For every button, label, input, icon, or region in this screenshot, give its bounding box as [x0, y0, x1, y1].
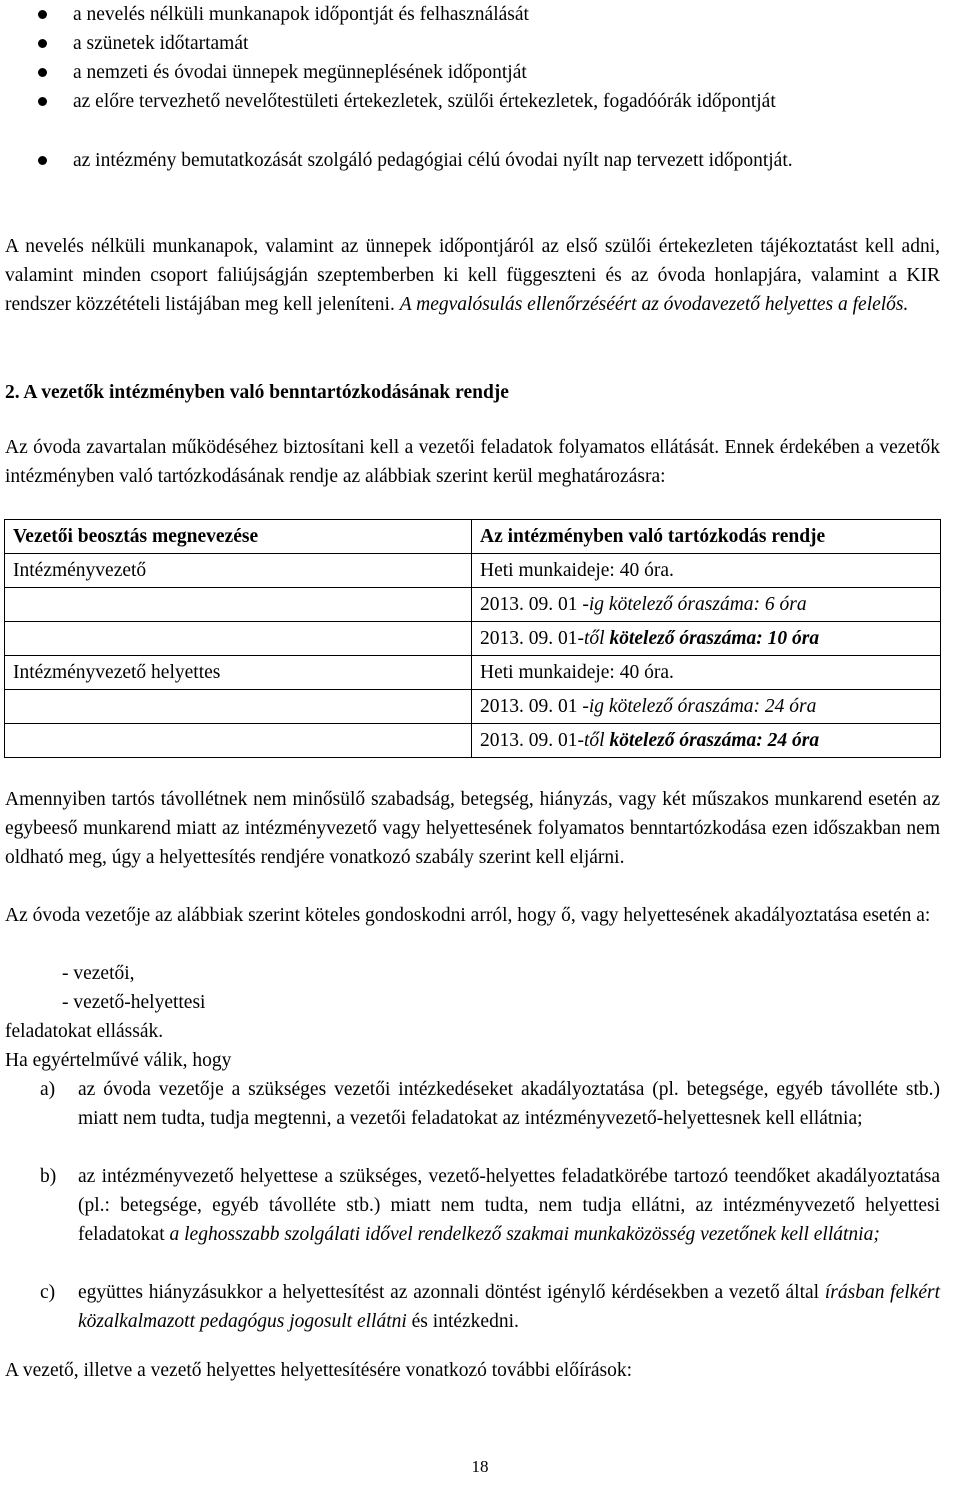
absence-paragraph: Amennyiben tartós távollétnek nem minősülő szabadság, betegség, hiányzás, vagy két műszakos munkarend esetén az egybeeső munkarend miatt az intézményvezető vagy helyettesének folyamatos benntartózkodása ezen időszakban nem oldható meg, úgy a helyettesítés rendjére vonatkozó szabály szerint kell eljárni.: [5, 789, 940, 868]
list-item: a nemzeti és óvodai ünnepek megünneplésének időpontját: [0, 58, 960, 87]
presence-cell: 2013. 09. 01 -ig kötelező óraszáma: 24 óra: [472, 690, 941, 724]
bullet-icon: [38, 156, 47, 165]
role-cell: [5, 588, 472, 622]
presence-cell: Heti munkaideje: 40 óra.: [472, 554, 941, 588]
page-number: 18: [471, 1457, 489, 1476]
list-item: a nevelés nélküli munkanapok időpontját és felhasználását: [0, 0, 960, 29]
list-item: a) az óvoda vezetője a szükséges vezetői intézkedéseket akadályoztatása (pl. betegsége, egyéb távolléte stb.) miatt nem tudta, tudja megtenni, a vezetői feladatokat az intézményvezető-helyettesnek kell ellátnia;: [40, 1079, 940, 1129]
table-row: [5, 724, 941, 758]
list-item: az előre tervezhető nevelőtestületi értekezletek, szülői értekezletek, fogadóórák időpontját: [0, 87, 960, 116]
condition-intro: Ha egyértelművé válik, hogy: [5, 1050, 232, 1071]
bullet-icon: [38, 39, 47, 48]
column-header-presence: Az intézményben való tartózkodás rendje: [472, 520, 941, 554]
dash-item: - vezető-helyettesi: [62, 992, 206, 1013]
presence-cell: 2013. 09. 01-től kötelező óraszáma: 24 óra: [472, 724, 941, 758]
bullet-icon: [38, 68, 47, 77]
role-cell: [5, 724, 472, 758]
presence-cell: 2013. 09. 01 -ig kötelező óraszáma: 6 óra: [472, 588, 941, 622]
table-row: [5, 656, 941, 690]
table-header-row: [5, 520, 941, 554]
role-cell: Intézményvezető helyettes: [5, 656, 472, 690]
bullet-icon: [38, 97, 47, 106]
list-item: az intézmény bemutatkozását szolgáló pedagógiai célú óvodai nyílt nap tervezett időpontját.: [0, 146, 960, 175]
list-item: c) együttes hiányzásukkor a helyettesítést az azonnali döntést igénylő kérdésekben a vezető által írásban felkért közalkalmazott pedagógus jogosult ellátni és intézkedni.: [40, 1282, 940, 1332]
presence-cell: 2013. 09. 01-től kötelező óraszáma: 10 óra: [472, 622, 941, 656]
role-cell: Intézményvezető: [5, 554, 472, 588]
role-cell: [5, 622, 472, 656]
table-row: [5, 622, 941, 656]
column-header-role: Vezetői beosztás megnevezése: [5, 520, 472, 554]
table-row: [5, 588, 941, 622]
bullet-icon: [38, 10, 47, 19]
duty-paragraph-end: feladatokat ellássák.: [5, 1021, 164, 1042]
role-cell: [5, 690, 472, 724]
table-row: [5, 690, 941, 724]
list-item: a szünetek időtartamát: [0, 29, 960, 58]
table-row: [5, 554, 941, 588]
presence-cell: Heti munkaideje: 40 óra.: [472, 656, 941, 690]
section-heading: 2. A vezetők intézményben való benntartózkodásának rendje: [5, 382, 509, 403]
section-intro: Az óvoda zavartalan működéséhez biztosítani kell a vezetői feladatok folyamatos ellátását. Ennek érdekében a vezetők intézményben való tartózkodásának rendje az alábbiak szerint kerül meghatározásra:: [5, 437, 940, 487]
dash-item: - vezetői,: [62, 963, 135, 984]
duty-paragraph: Az óvoda vezetője az alábbiak szerint köteles gondoskodni arról, hogy ő, vagy helyettesének akadályoztatása esetén a:: [5, 905, 931, 926]
list-item: b) az intézményvezető helyettese a szükséges, vezető-helyettes feladatkörébe tartozó teendőket akadályoztatása (pl.: betegsége, egyéb távolléte stb.) miatt nem tudta, nem tudja ellátni, az intézményvezető helyettesi feladatokat a leghosszabb szolgálati idővel rendelkező szakmai munkaközösség vezetőnek kell ellátnia;: [40, 1166, 940, 1245]
responsibility-paragraph: A nevelés nélküli munkanapok, valamint az ünnepek időpontjáról az első szülői értekezleten tájékoztatást kell adni, valamint minden csoport faliújságján szeptemberben ki kell függeszteni és az óvoda honlapjára, valamint a KIR rendszer közzétételi listájában meg kell jeleníteni. A megvalósulás ellenőrzéséért az óvodavezető helyettes a felelős.: [5, 236, 940, 315]
leader-schedule-table: [4, 519, 941, 758]
closing-paragraph: A vezető, illetve a vezető helyettes helyettesítésére vonatkozó további előírások:: [5, 1360, 633, 1381]
